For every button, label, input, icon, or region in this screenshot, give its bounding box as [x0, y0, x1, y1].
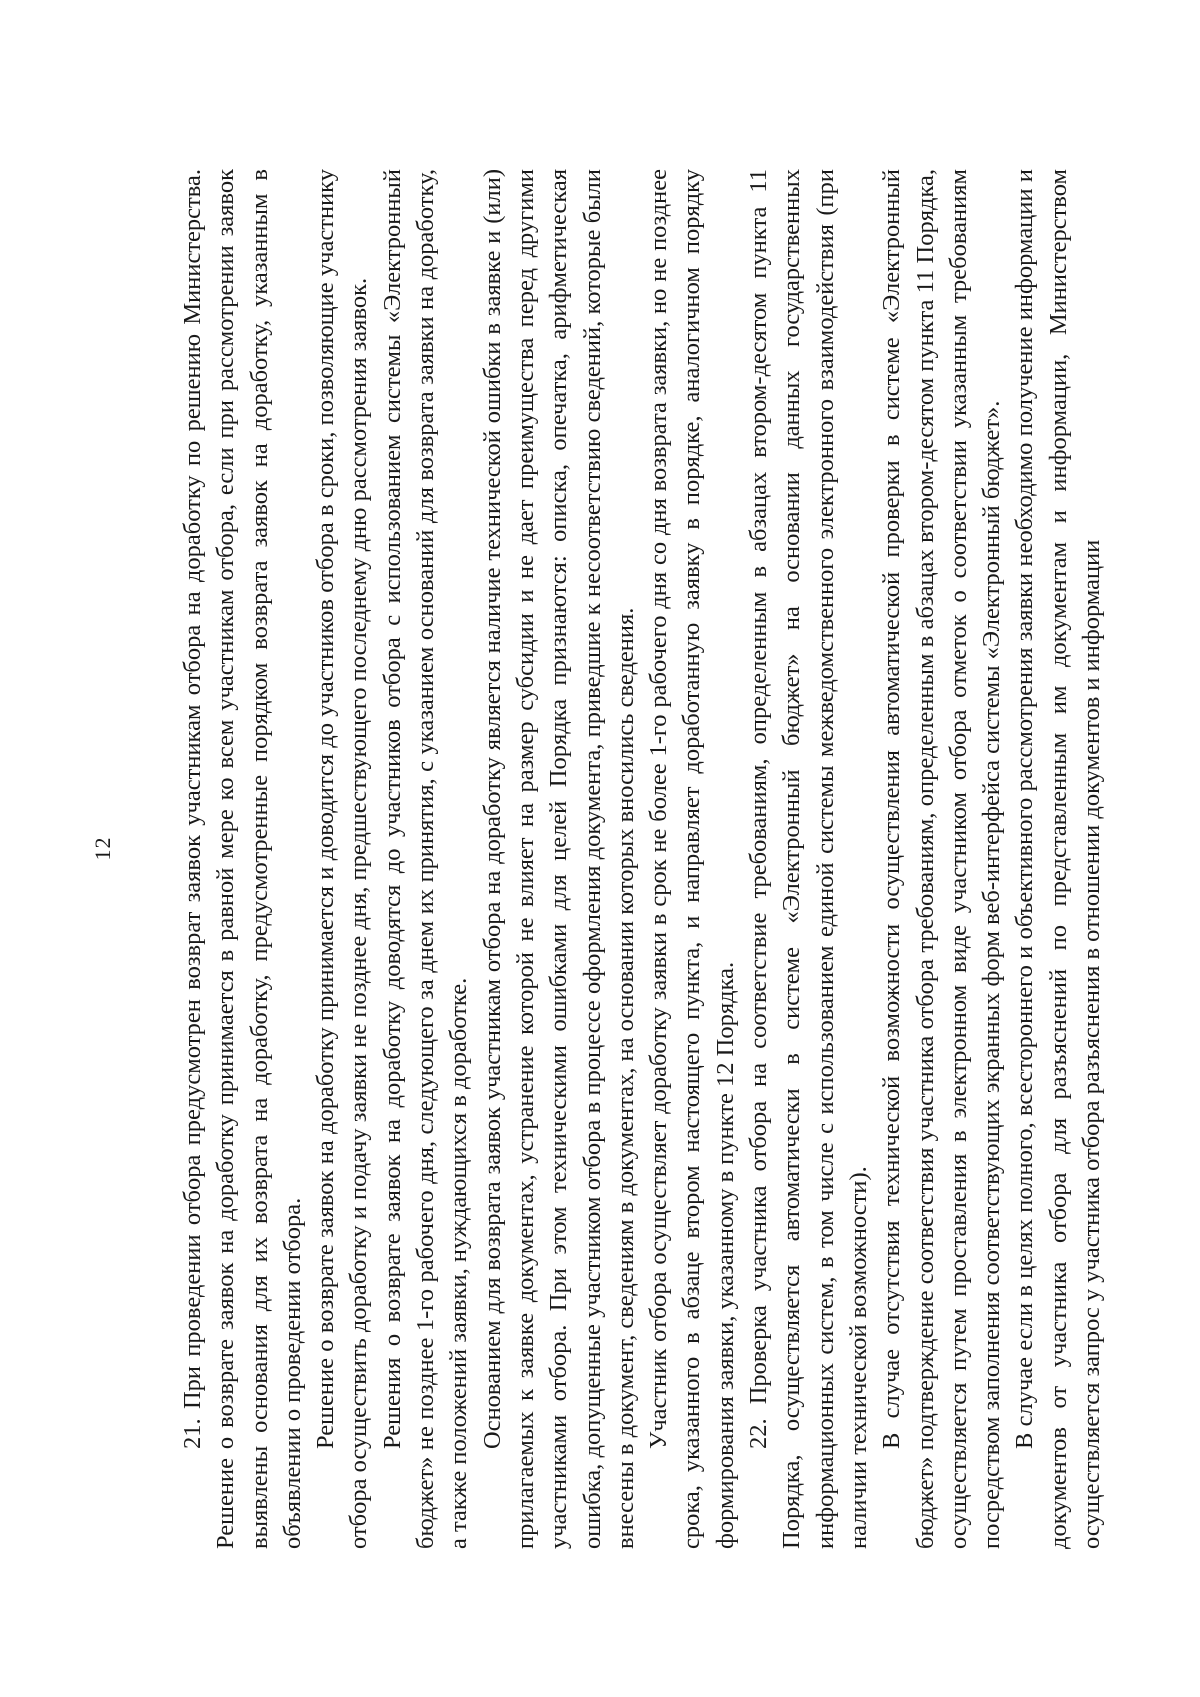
- page-number: 12: [90, 836, 115, 861]
- paragraph: Участник отбора осуществляет доработку заявки в срок не более 1-го рабочего дня со дня возврата заявки, но не позднее срока, указанного в абзаце втором настоящего пункта, и направляет доработанную заявку в порядке, аналогичном порядку формирования заявки, указанному в пункте 12 Порядка.: [645, 169, 739, 1549]
- paragraph: Решения о возврате заявок на доработку доводятся до участников отбора с использованием системы «Электронный бюджет» не позднее 1-го рабочего дня, следующего за днем их принятия, с указанием оснований для возврата заявки на доработку, а также положений заявки, нуждающихся в доработке.: [378, 169, 473, 1549]
- paragraph: Основанием для возврата заявок участникам отбора на доработку является наличие технической ошибки в заявке и (или) прилагаемых к заявке документах, устранение которой не влияет на размер субсидии и не дает преимущества перед другими участниками отбора. При этом техническими ошибками для целей Порядка признаются: описка, опечатка, арифметическая ошибка, допущенные участником отбора в процессе оформления документа, приведшие к несоответствию сведений, которые были внесены в документ, сведениям в документах, на основании которых вносились сведения.: [478, 169, 639, 1549]
- paragraph: В случае если в целях полного, всестороннего и объективного рассмотрения заявки необходимо получение информации и документов от участника отбора для разъяснений по представленным им документам и информации, Министерством осуществляется запрос у участника отбора разъяснения в отношении документов и информации: [1011, 169, 1106, 1549]
- paragraph: В случае отсутствия технической возможности осуществления автоматической проверки в системе «Электронный бюджет» подтверждение соответствия участника отбора требованиям, определенным в абзацах втором-десятом пункта 11 Порядка, осуществляется путем проставления в электронном виде участником отбора отметок о соответствии указанным требованиям посредством заполнения соответствующих экранных форм веб-интерфейса системы «Электронный бюджет».: [878, 169, 1006, 1549]
- paragraph: 22. Проверка участника отбора на соответствие требованиям, определенным в абзацах втором-десятом пункта 11 Порядка, осуществляется автоматически в системе «Электронный бюджет» на основании данных государственных информационных систем, в том числе с использованием единой системы межведомственного электронного взаимодействия (при наличии технической возможности).: [745, 169, 872, 1549]
- paragraph: Решение о возврате заявок на доработку принимается и доводится до участников отбора в сроки, позволяющие участнику отбора осуществить доработку и подачу заявки не позднее дня, предшествующего последнему дню рассмотрения заявок.: [312, 169, 373, 1549]
- paragraph: 21. При проведении отбора предусмотрен возврат заявок участникам отбора на доработку по решению Министерства. Решение о возврате заявок на доработку принимается в равной мере ко всем участникам отбора, если при рассмотрении заявок выявлены основания для их возврата на доработку, предусмотренные порядком возврата заявок на доработку, указанным в объявлении о проведении отбора.: [179, 169, 306, 1549]
- document-body: [176, 169, 1108, 1549]
